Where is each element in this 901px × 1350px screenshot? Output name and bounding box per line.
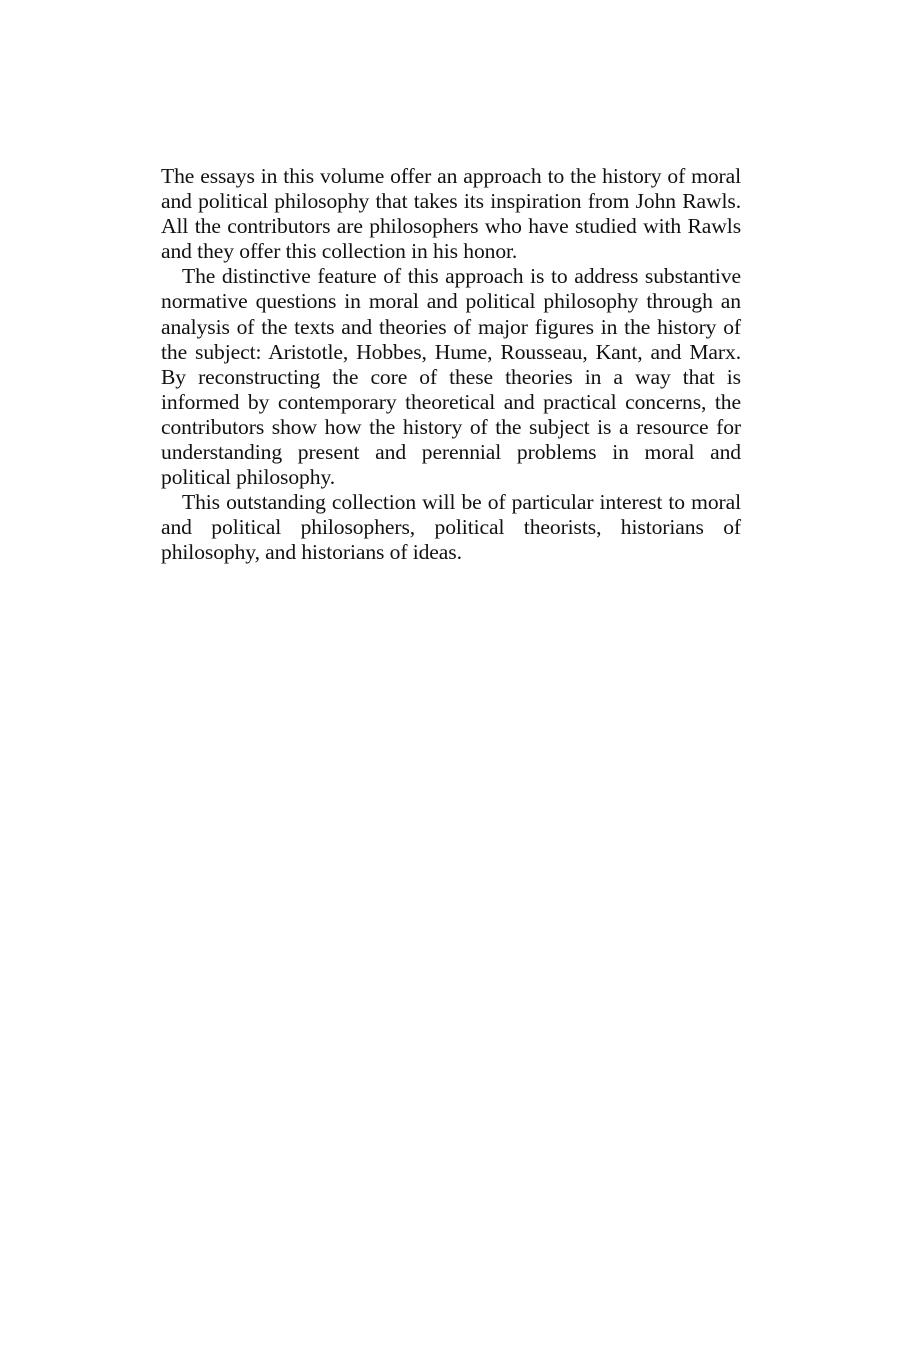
paragraph-approach: The distinctive feature of this approach is to address substantive normative questions in moral and political philosophy through an analysis of the texts and theories of major figures in the history of the subject: Aristotle, Hobbes, Hume, Rousseau, Kant, and Marx. By reconstructing the core of these theories in a way that is informed by contemporary theoretical and practical concerns, the contributors show how the history of the subject is a resource for understanding present and perennial problems in moral and political philosophy. [161, 264, 741, 490]
blurb-text [161, 164, 741, 566]
paragraph-audience: This outstanding collection will be of particular interest to moral and political philosophers, political theorists, historians of philosophy, and historians of ideas. [161, 490, 741, 565]
paragraph-intro: The essays in this volume offer an approach to the history of moral and political philosophy that takes its inspiration from John Rawls. All the contributors are philosophers who have studied with Rawls and they offer this collection in his honor. [161, 164, 741, 264]
